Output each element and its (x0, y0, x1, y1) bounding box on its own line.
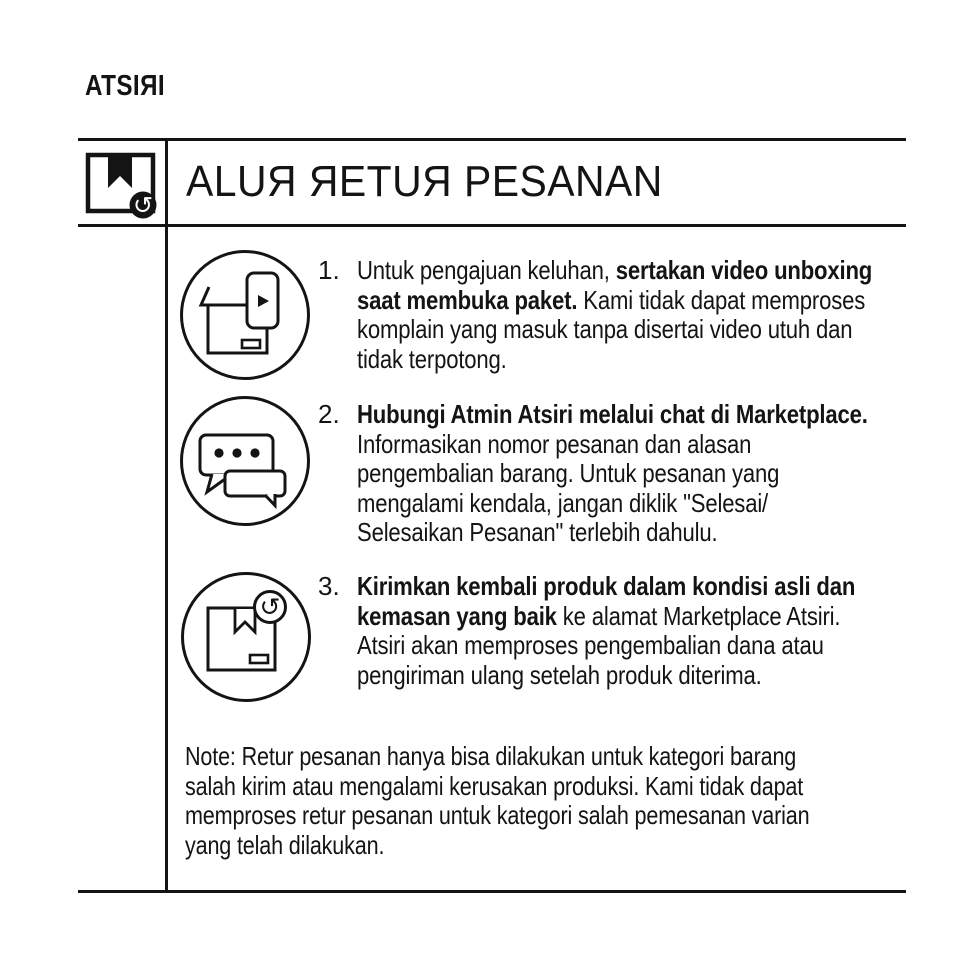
step-text (357, 572, 901, 690)
note-text (185, 742, 899, 860)
unboxing-video-icon (179, 249, 311, 381)
step-text (357, 256, 901, 374)
text-line-segment: ke alamat Marketplace Atsiri. (556, 600, 841, 631)
text-line-segment: sertakan video unboxing (615, 255, 873, 285)
text-line-segment: saat membuka paket. (357, 284, 578, 315)
brand-logo: ATSIЯI (85, 70, 166, 102)
text-line-segment: tidak terpotong. (357, 343, 507, 374)
step-number: 3. (318, 571, 340, 601)
divider-top (78, 138, 906, 141)
page-title: ALUЯ ЯETUЯ PESANAN (186, 157, 663, 206)
text-line-segment: Selesaikan Pesanan" terlebih dahulu. (357, 517, 718, 547)
text-line-segment: yang telah dilakukan. (185, 829, 385, 860)
text-line-segment: Informasikan nomor pesanan dan alasan (357, 428, 752, 459)
svg-text:↺: ↺ (132, 191, 154, 220)
text-line-segment: memproses retur pesanan untuk kategori salah pemesanan varian (185, 800, 810, 830)
divider-vertical (165, 138, 168, 893)
return-package-icon (84, 151, 162, 223)
text-line-segment: pengembalian barang. Untuk pesanan yang (357, 458, 780, 488)
divider-bottom (78, 890, 906, 893)
text-line-segment: mengalami kendala, jangan diklik "Selesai/ (357, 487, 769, 518)
chat-bubbles-icon (179, 395, 311, 527)
text-line-segment: Atsiri akan memproses pengembalian dana atau (357, 630, 824, 660)
text-line-segment: Kami tidak dapat memproses (577, 284, 866, 315)
text-line-segment: komplain yang masuk tanpa disertai video utuh dan (357, 314, 853, 344)
text-line-segment: kemasan yang baik (357, 600, 557, 631)
text-line-segment: Untuk pengajuan keluhan, (357, 255, 616, 285)
text-line-segment: pengiriman ulang setelah produk diterima. (357, 659, 762, 690)
text-line-segment: Kirimkan kembali produk dalam kondisi asli dan (357, 571, 856, 601)
step-number: 1. (318, 255, 340, 285)
divider-header-bottom (78, 224, 906, 227)
step-text (357, 400, 901, 548)
step-number: 2. (318, 399, 340, 429)
text-line-segment: Note: Retur pesanan hanya bisa dilakukan untuk kategori barang (185, 741, 797, 771)
svg-text:↺: ↺ (259, 592, 281, 622)
text-line-segment: Hubungi Atmin Atsiri melalui chat di Marketplace. (357, 399, 868, 429)
return-box-icon (180, 571, 312, 703)
text-line-segment: salah kirim atau mengalami kerusakan produksi. Kami tidak dapat (185, 770, 804, 801)
